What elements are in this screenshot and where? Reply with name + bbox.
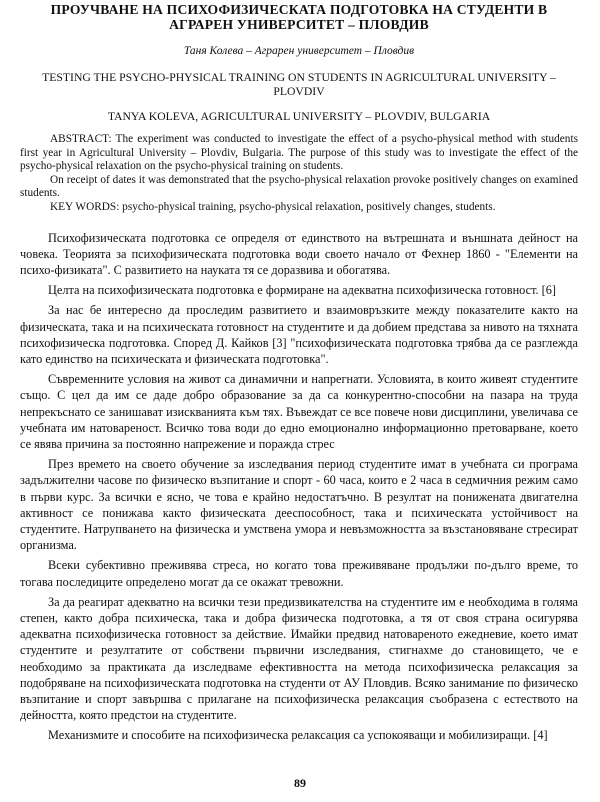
body-text (20, 230, 578, 744)
body-paragraph: Всеки субективно преживява стреса, но когато това преживяване продължи по-дълго време, то тогава последиците определено могат да се окажат тревожни. (20, 558, 578, 589)
author-line-bg: Таня Колева – Аграрен университет – Пловдив (183, 45, 415, 57)
body-paragraph: Целта на психофизическата подготовка е формиране на адекватна психофизическа готовност. [6] (48, 283, 557, 298)
article-title-bg: ПРОУЧВАНЕ НА ПСИХОФИЗИЧЕСКАТА ПОДГОТОВКА НА СТУДЕНТИ В АГРАРЕН УНИВЕРСИТЕТ – ПЛОВДИВ (50, 2, 548, 32)
article-title-en: TESTING THE PSYCHO-PHYSICAL TRAINING ON STUDENTS IN AGRICULTURAL UNIVERSITY – PLOVDIV (42, 71, 556, 98)
abstract-section (20, 133, 578, 215)
page-number: 89 (294, 776, 306, 790)
body-paragraph: Психофизическата подготовка се определя от единството на вътрешната и външната дейност на човека. Теорията за психофизическата подготовка води своето начало от Фехнер 1860 - "Елементи на психо-физиката". С развитието на науката тя се доразвива и обогатява. (20, 230, 578, 277)
document-page (0, 2, 600, 802)
body-paragraph: За да реагират адекватно на всички тези предизвикателства на студентите им е необходима в голяма степен, както добра психическа, така и добра физическа подготовка, а тя от своя страна осигурява адекватна психофизическа готовност за действие. Имайки предвид натовареното ежедневие, което имат студентите и резултатите от собствени първични изследвания, стигнахме до становището, че е необходимо за практиката да изследваме ефективността на метода психофизическа релаксация за подобряване на психофизическата подготовка на студенти от АУ Пловдив. Всяко занимание по физическо възпитание и спорт завършва с прилагане на психофизическа релаксация съобразена с естеството на дейността, която предстои на студентите. (20, 594, 578, 723)
body-paragraph: През времето на своето обучение за изследвания период студентите имат в учебната си програма задължителни часове по физическо възпитание и спорт - 60 часа, които е 2 часа в седмичния режим само в първи курс. За всички е ясно, че това е крайно недостатъчно. В резултат на понижената двигателна активност се понижава както физическата дееспособност, така и психическата устойчивост на студентите. Натрупването на физическа и умствена умора и невъзможността за възстановяване стресират организма. (20, 457, 578, 553)
author-line-en: TANYA KOLEVA, AGRICULTURAL UNIVERSITY – PLOVDIV, BULGARIA (107, 110, 491, 123)
body-paragraph: Механизмите и способите на психофизическа релаксация са успокояващи и мобилизиращи. [4] (48, 728, 548, 743)
abstract-paragraph: ABSTRACT: The experiment was conducted to investigate the effect of a psycho-physical method with students first year in Agricultural University – Plovdiv, Bulgaria. The purpose of this study was to investigate the effect of the psycho-physical relaxation on the psycho-physical training on students. (20, 133, 578, 173)
body-paragraph: За нас бе интересно да проследим развитието и взаимовръзките между показателите както на физическата, така и на психическата готовност на студентите и да добием представа за нивото на тяхната психофизическа подготовка. Според Д. Кайков [3] "психофизическата подготовка трябва да се разглежда като единство на психическата и физическата подготовка". (20, 303, 578, 366)
abstract-paragraph: On receipt of dates it was demonstrated that the psycho-physical relaxation provoke positively changes on examined students. (20, 173, 578, 200)
body-paragraph: Съвременните условия на живот са динамични и напрегнати. Условията, в които живеят студентите също. С цел да им се даде добро образование за да са конкурентно-способни на пазара на труда непрекъснато се занишават изискванията към тях. Въвеждат се все повече нови дисциплини, увеличава се учебната им натовареност. Всичко това води до едно емоционално информационно претоварване, което се явява причина за постоянно напрежение и поражда стрес (20, 372, 578, 451)
keywords-paragraph: KEY WORDS: psycho-physical training, psycho-physical relaxation, positively changes, students. (50, 200, 496, 213)
